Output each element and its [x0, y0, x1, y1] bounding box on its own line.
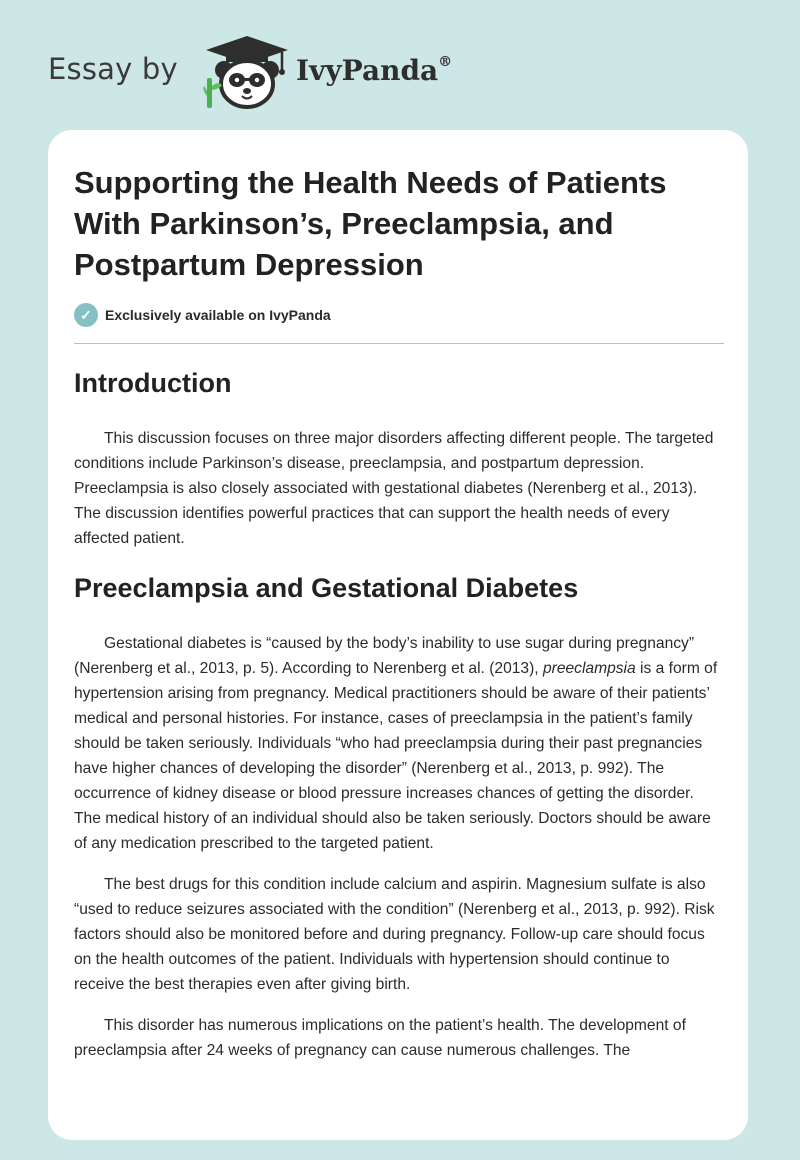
essay-title: Supporting the Health Needs of Patients With Parkinson’s, Preeclampsia, and Postpartum Depression	[74, 165, 667, 282]
panda-graduate-icon	[202, 34, 292, 110]
essay-card	[48, 130, 748, 1140]
paragraph: This disorder has numerous implications on the patient’s health. The development of preeclampsia after 24 weeks of pregnancy can cause numerous challenges. The	[74, 1017, 686, 1059]
paragraph: Gestational diabetes is “caused by the body’s inability to use sugar during pregnancy” (Nerenberg et al., 2013, p. 5). According to Nerenberg et al. (2013), preeclampsia is a form of hypertension arising from pregnancy. Medical practitioners should be aware of their patients’ medical and personal histories. For instance, cases of preeclampsia in the patient’s family should be taken seriously. Individuals “who had preeclampsia during their past pregnancies have higher chances of developing the disorder” (Nerenberg et al., 2013, p. 992). The occurrence of kidney disease or blood pressure increases chances of getting the disorder. The medical history of an individual should also be taken seriously. Doctors should be aware of any medication prescribed to the targeted patient.	[74, 635, 718, 852]
check-icon: ✓	[74, 303, 98, 327]
section-heading-introduction: Introduction	[74, 368, 232, 398]
brand-name: IvyPanda®	[296, 53, 453, 87]
badge-label: Exclusively available on IvyPanda	[105, 307, 331, 323]
paragraph: The best drugs for this condition include calcium and aspirin. Magnesium sulfate is also “used to reduce seizures associated with the condition” (Nerenberg et al., 2013, p. 992). Risk factors should also be monitored before and during pregnancy. Follow-up care should focus on the health outcomes of the patient. Individuals with hypertension should continue to receive the best therapies even after giving birth.	[74, 876, 715, 993]
essay-content	[74, 162, 724, 1063]
italic-term: preeclampsia	[542, 660, 636, 677]
site-header	[48, 34, 548, 110]
section-heading-preeclampsia: Preeclampsia and Gestational Diabetes	[74, 573, 579, 603]
paragraph: This discussion focuses on three major disorders affecting different people. The targeted conditions include Parkinson’s disease, preeclampsia, and postpartum depression. Preeclampsia is also closely associated with gestational diabetes (Nerenberg et al., 2013). The discussion identifies powerful practices that can support the health needs of every affected patient.	[74, 430, 714, 547]
essay-by-label: Essay by	[48, 52, 178, 86]
divider	[74, 343, 724, 344]
exclusive-badge	[74, 303, 724, 327]
